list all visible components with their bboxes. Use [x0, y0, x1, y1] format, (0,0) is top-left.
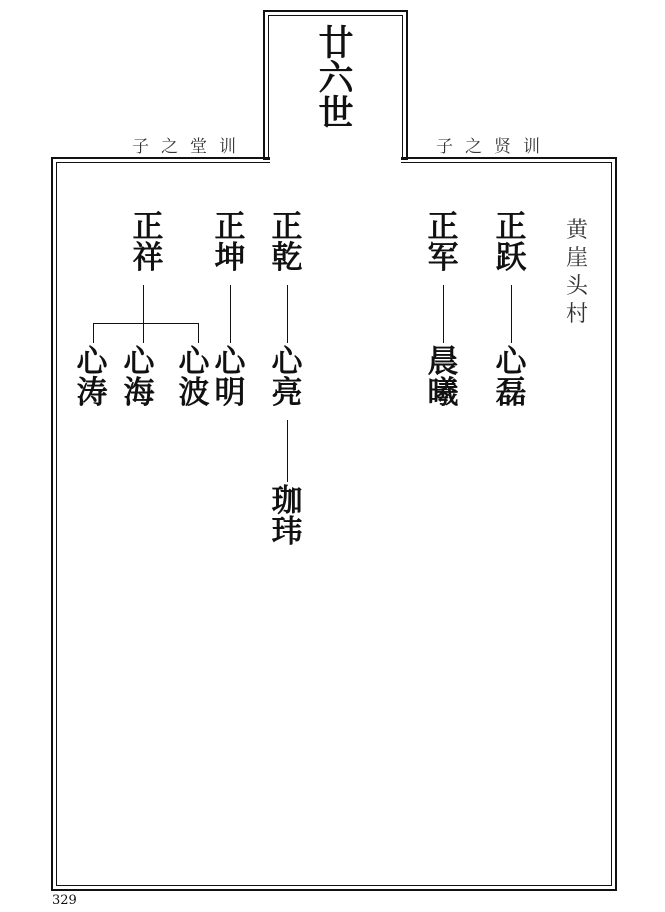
person-zhengkun: 正 坤	[214, 209, 246, 276]
right-motto: 子之贤训	[436, 137, 552, 157]
person-zhengxiang: 正 祥	[132, 209, 164, 276]
lineage-line	[511, 285, 512, 343]
person-zhengqian: 正 乾	[271, 209, 303, 276]
lineage-line	[198, 323, 199, 343]
person-xintao: 心 涛	[76, 344, 108, 411]
village-name: 黄 崖 头 村	[565, 218, 588, 327]
person-jiawei: 珈 玮	[271, 483, 303, 550]
page-number: 329	[52, 893, 77, 908]
lineage-line	[143, 285, 144, 343]
left-motto: 子之堂训	[132, 137, 248, 157]
person-xinlei: 心 磊	[495, 344, 527, 411]
lineage-branch	[93, 323, 198, 324]
person-xinliang: 心 亮	[271, 344, 303, 411]
person-xinhai: 心 海	[123, 344, 155, 411]
person-xinbo: 心 波	[178, 344, 210, 411]
person-chenxi: 晨 曦	[427, 344, 459, 411]
lineage-line	[287, 285, 288, 343]
generation-title: 廿 六 世	[318, 23, 354, 134]
person-zhengjun: 正 军	[427, 209, 459, 276]
lineage-line	[93, 323, 94, 343]
lineage-line	[443, 285, 444, 343]
person-zhengyue: 正 跃	[495, 209, 527, 276]
lineage-line	[230, 285, 231, 343]
lineage-line	[287, 420, 288, 482]
person-xinming: 心 明	[214, 344, 246, 411]
frame-gap	[270, 155, 401, 164]
